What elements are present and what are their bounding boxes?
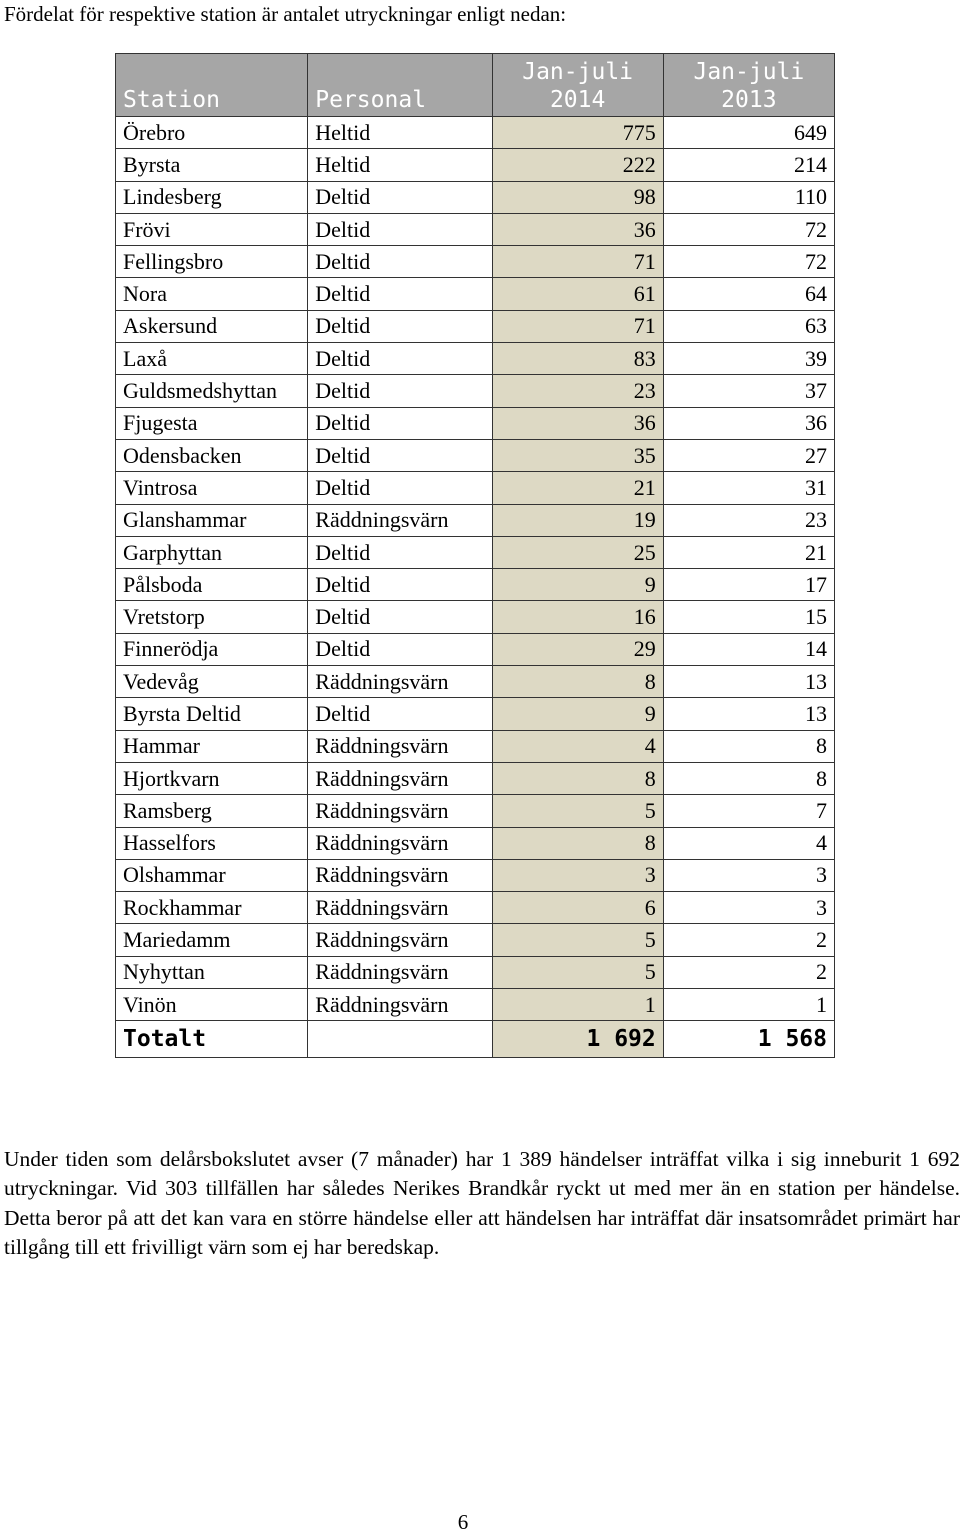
personal-cell: Heltid xyxy=(308,149,492,181)
value-2013-cell: 15 xyxy=(663,601,834,633)
station-cell: Vretstorp xyxy=(116,601,308,633)
total-row xyxy=(116,1021,835,1058)
table-row xyxy=(116,601,835,633)
value-2014-cell: 36 xyxy=(492,213,663,245)
station-cell: Guldsmedshyttan xyxy=(116,375,308,407)
value-2013-cell: 2 xyxy=(663,956,834,988)
header-station: Station xyxy=(116,54,308,117)
personal-cell: Räddningsvärn xyxy=(308,666,492,698)
value-2013-cell: 3 xyxy=(663,859,834,891)
table-row xyxy=(116,310,835,342)
value-2014-cell: 71 xyxy=(492,246,663,278)
value-2013-cell: 14 xyxy=(663,633,834,665)
value-2013-cell: 31 xyxy=(663,472,834,504)
personal-cell: Deltid xyxy=(308,343,492,375)
station-cell: Hjortkvarn xyxy=(116,762,308,794)
value-2014-cell: 23 xyxy=(492,375,663,407)
table-row xyxy=(116,472,835,504)
summary-paragraph: Under tiden som delårsbokslutet avser (7 månader) har 1 389 händelser inträffat vilka i sig inneburit 1 692 utryckningar. Vid 303 tillfällen har således Nerikes Brandkår ryckt ut med mer än en station per händelse. Detta beror på att det kan vara en större händelse eller att händelsen har inträffat där insatsområdet primärt har tillgång till ett frivilligt värn som ej har beredskap. xyxy=(4,1147,960,1260)
value-2013-cell: 36 xyxy=(663,407,834,439)
value-2014-cell: 19 xyxy=(492,504,663,536)
table-row xyxy=(116,762,835,794)
station-cell: Askersund xyxy=(116,310,308,342)
table-row xyxy=(116,536,835,568)
table-row xyxy=(116,633,835,665)
table-row xyxy=(116,181,835,213)
table-row xyxy=(116,439,835,471)
table-row xyxy=(116,375,835,407)
station-cell: Nora xyxy=(116,278,308,310)
station-cell: Rockhammar xyxy=(116,892,308,924)
personal-cell: Räddningsvärn xyxy=(308,504,492,536)
value-2014-cell: 5 xyxy=(492,795,663,827)
total-2014: 1 692 xyxy=(492,1021,663,1058)
value-2013-cell: 23 xyxy=(663,504,834,536)
station-cell: Byrsta xyxy=(116,149,308,181)
table-header-row xyxy=(116,54,835,117)
value-2013-cell: 13 xyxy=(663,666,834,698)
value-2014-cell: 8 xyxy=(492,762,663,794)
personal-cell: Deltid xyxy=(308,439,492,471)
personal-cell: Heltid xyxy=(308,117,492,149)
station-cell: Lindesberg xyxy=(116,181,308,213)
value-2013-cell: 17 xyxy=(663,569,834,601)
table-row xyxy=(116,924,835,956)
value-2013-cell: 1 xyxy=(663,989,834,1021)
station-cell: Frövi xyxy=(116,213,308,245)
value-2013-cell: 4 xyxy=(663,827,834,859)
table-row xyxy=(116,504,835,536)
personal-cell: Räddningsvärn xyxy=(308,730,492,762)
value-2014-cell: 29 xyxy=(492,633,663,665)
station-cell: Glanshammar xyxy=(116,504,308,536)
value-2014-cell: 16 xyxy=(492,601,663,633)
station-cell: Laxå xyxy=(116,343,308,375)
station-cell: Garphyttan xyxy=(116,536,308,568)
personal-cell: Räddningsvärn xyxy=(308,762,492,794)
value-2014-cell: 8 xyxy=(492,827,663,859)
table-row xyxy=(116,827,835,859)
table-row xyxy=(116,892,835,924)
value-2014-cell: 9 xyxy=(492,698,663,730)
table-row xyxy=(116,859,835,891)
personal-cell: Deltid xyxy=(308,569,492,601)
value-2014-cell: 775 xyxy=(492,117,663,149)
value-2013-cell: 8 xyxy=(663,730,834,762)
value-2014-cell: 98 xyxy=(492,181,663,213)
value-2013-cell: 72 xyxy=(663,246,834,278)
value-2013-cell: 7 xyxy=(663,795,834,827)
value-2014-cell: 3 xyxy=(492,859,663,891)
personal-cell: Räddningsvärn xyxy=(308,859,492,891)
station-cell: Finnerödja xyxy=(116,633,308,665)
value-2013-cell: 21 xyxy=(663,536,834,568)
station-cell: Byrsta Deltid xyxy=(116,698,308,730)
total-label: Totalt xyxy=(116,1021,308,1058)
value-2013-cell: 2 xyxy=(663,924,834,956)
value-2013-cell: 64 xyxy=(663,278,834,310)
header-jan-juli-2014 xyxy=(492,54,663,117)
table-row xyxy=(116,278,835,310)
station-cell: Hammar xyxy=(116,730,308,762)
personal-cell: Deltid xyxy=(308,181,492,213)
value-2013-cell: 27 xyxy=(663,439,834,471)
header-jan-juli-2013 xyxy=(663,54,834,117)
value-2013-cell: 110 xyxy=(663,181,834,213)
table-row xyxy=(116,149,835,181)
value-2014-cell: 25 xyxy=(492,536,663,568)
station-cell: Vinön xyxy=(116,989,308,1021)
table-row xyxy=(116,569,835,601)
personal-cell: Deltid xyxy=(308,310,492,342)
station-cell: Vintrosa xyxy=(116,472,308,504)
value-2014-cell: 5 xyxy=(492,956,663,988)
table-row xyxy=(116,989,835,1021)
personal-cell: Räddningsvärn xyxy=(308,795,492,827)
station-cell: Nyhyttan xyxy=(116,956,308,988)
table-row xyxy=(116,666,835,698)
value-2014-cell: 61 xyxy=(492,278,663,310)
value-2013-cell: 8 xyxy=(663,762,834,794)
personal-cell: Räddningsvärn xyxy=(308,892,492,924)
station-cell: Vedevåg xyxy=(116,666,308,698)
value-2014-cell: 5 xyxy=(492,924,663,956)
stations-table xyxy=(115,53,835,1058)
station-cell: Hasselfors xyxy=(116,827,308,859)
page-number: 6 xyxy=(457,1510,469,1534)
value-2013-cell: 72 xyxy=(663,213,834,245)
value-2013-cell: 37 xyxy=(663,375,834,407)
personal-cell: Deltid xyxy=(308,407,492,439)
table-row xyxy=(116,213,835,245)
station-cell: Odensbacken xyxy=(116,439,308,471)
personal-cell: Räddningsvärn xyxy=(308,989,492,1021)
station-cell: Fjugesta xyxy=(116,407,308,439)
table-row xyxy=(116,117,835,149)
station-cell: Olshammar xyxy=(116,859,308,891)
value-2013-cell: 39 xyxy=(663,343,834,375)
header-2014-line2: 2014 xyxy=(549,87,606,113)
intro-text: Fördelat för respektive station är antalet utryckningar enligt nedan: xyxy=(4,2,567,26)
station-cell: Mariedamm xyxy=(116,924,308,956)
table-row xyxy=(116,407,835,439)
value-2014-cell: 35 xyxy=(492,439,663,471)
personal-cell: Räddningsvärn xyxy=(308,956,492,988)
personal-cell: Deltid xyxy=(308,472,492,504)
value-2014-cell: 1 xyxy=(492,989,663,1021)
personal-cell: Deltid xyxy=(308,213,492,245)
table-row xyxy=(116,730,835,762)
header-personal: Personal xyxy=(308,54,492,117)
personal-cell: Deltid xyxy=(308,698,492,730)
station-cell: Fellingsbro xyxy=(116,246,308,278)
personal-cell: Räddningsvärn xyxy=(308,827,492,859)
personal-cell: Deltid xyxy=(308,278,492,310)
table-row xyxy=(116,795,835,827)
value-2013-cell: 63 xyxy=(663,310,834,342)
table-row xyxy=(116,956,835,988)
table-row xyxy=(116,698,835,730)
value-2014-cell: 9 xyxy=(492,569,663,601)
value-2013-cell: 214 xyxy=(663,149,834,181)
header-2013-line1: Jan-juli xyxy=(693,59,805,85)
personal-cell: Deltid xyxy=(308,375,492,407)
value-2014-cell: 21 xyxy=(492,472,663,504)
personal-cell: Räddningsvärn xyxy=(308,924,492,956)
value-2014-cell: 8 xyxy=(492,666,663,698)
header-2013-line2: 2013 xyxy=(721,87,777,113)
value-2014-cell: 83 xyxy=(492,343,663,375)
value-2014-cell: 6 xyxy=(492,892,663,924)
value-2013-cell: 649 xyxy=(663,117,834,149)
value-2014-cell: 71 xyxy=(492,310,663,342)
personal-cell: Deltid xyxy=(308,633,492,665)
personal-cell: Deltid xyxy=(308,536,492,568)
personal-cell: Deltid xyxy=(308,246,492,278)
value-2013-cell: 3 xyxy=(663,892,834,924)
value-2013-cell: 13 xyxy=(663,698,834,730)
total-2013: 1 568 xyxy=(663,1021,834,1058)
station-cell: Pålsboda xyxy=(116,569,308,601)
value-2014-cell: 36 xyxy=(492,407,663,439)
value-2014-cell: 222 xyxy=(492,149,663,181)
station-cell: Örebro xyxy=(116,117,308,149)
total-personal-cell xyxy=(308,1021,492,1058)
value-2014-cell: 4 xyxy=(492,730,663,762)
personal-cell: Deltid xyxy=(308,601,492,633)
table-body xyxy=(116,117,835,1058)
header-2014-line1: Jan-juli xyxy=(522,59,634,85)
table-row xyxy=(116,246,835,278)
table-row xyxy=(116,343,835,375)
station-cell: Ramsberg xyxy=(116,795,308,827)
